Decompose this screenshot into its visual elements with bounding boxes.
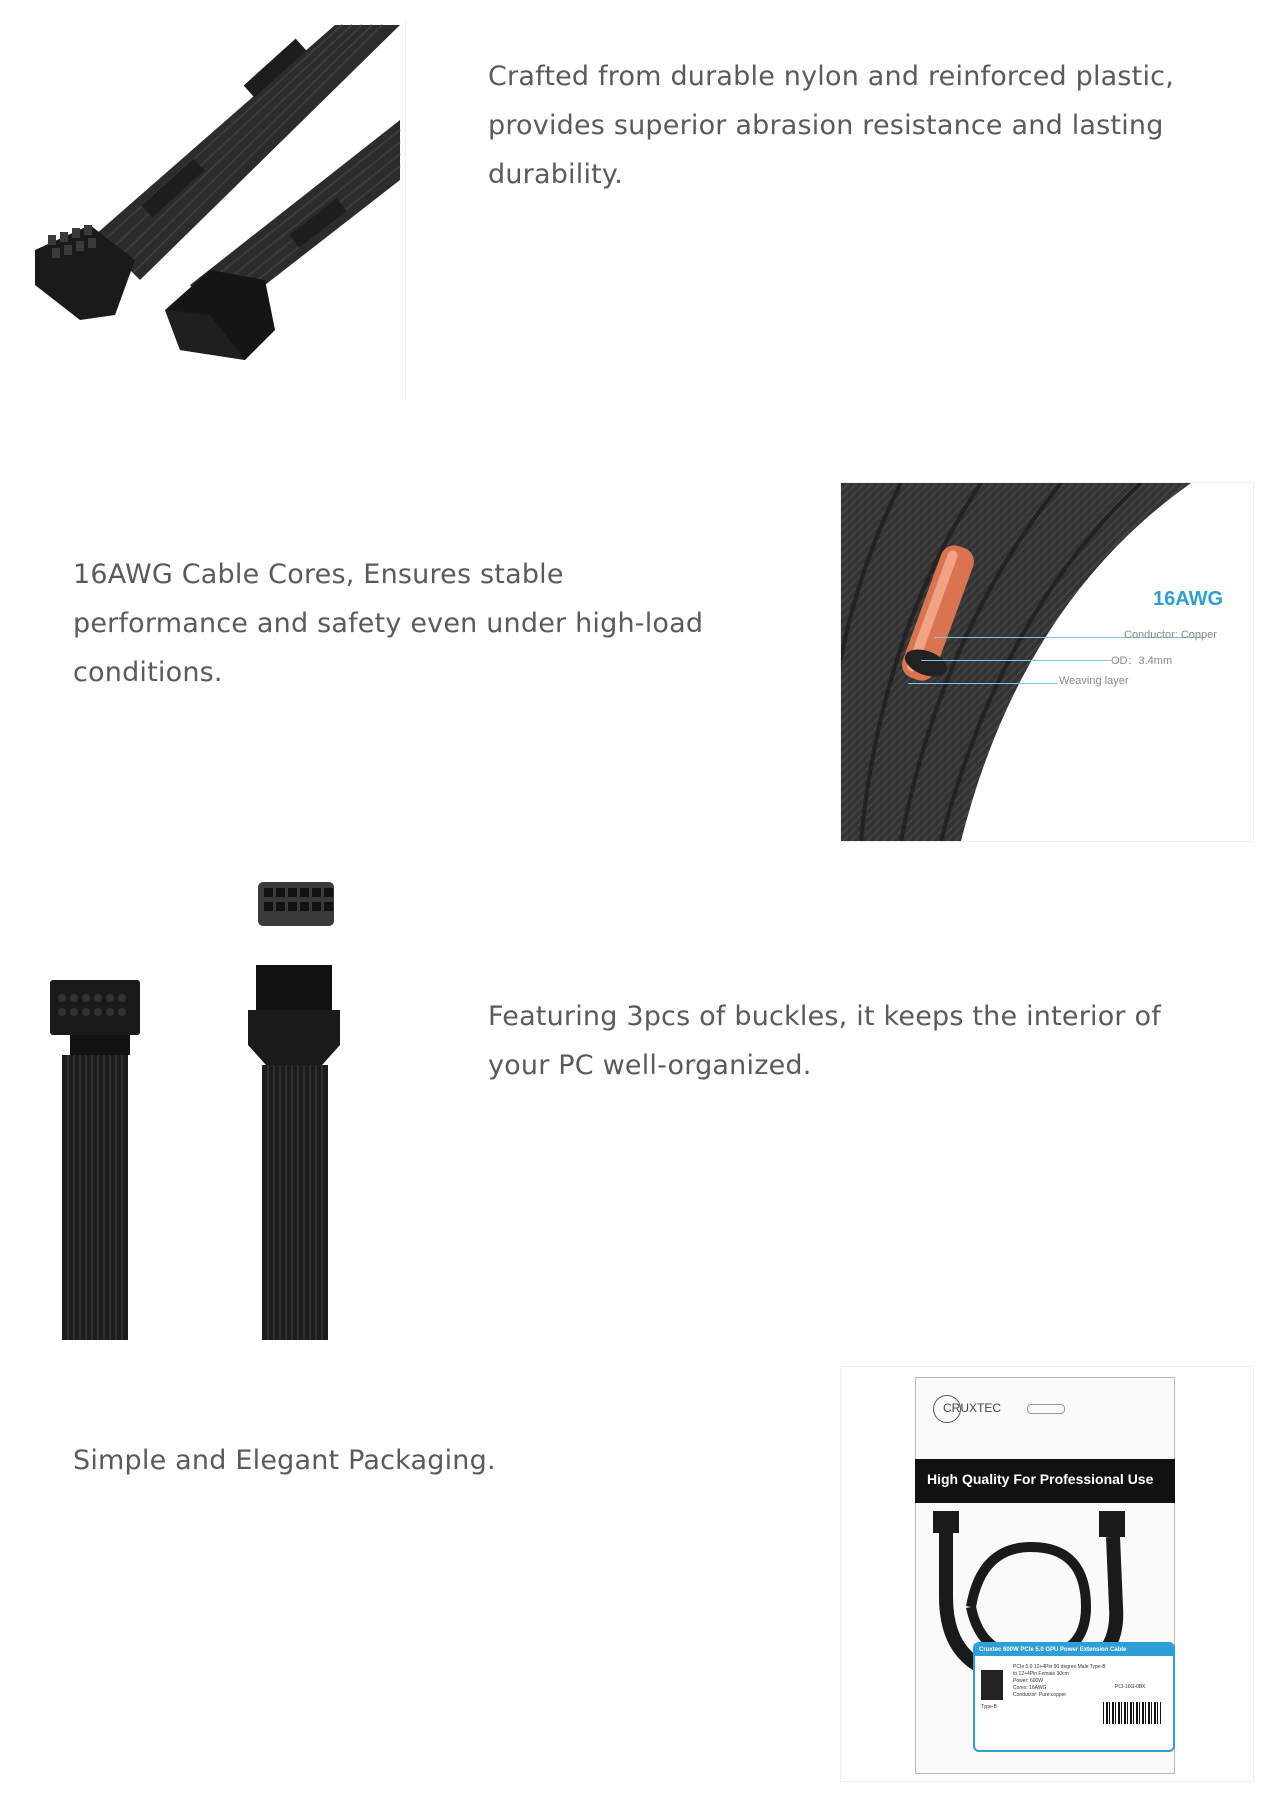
awg-heading: 16AWG [1153,588,1224,610]
callout-label-od: OD：3.4mm [1111,655,1173,667]
hang-hole-icon [1027,1404,1065,1414]
card-specs [1013,1664,1106,1699]
feature-description: 16AWG Cable Cores, Ensures stable performance and safety even under high-load conditions. [73,559,704,688]
banner-text: High Quality For Professional Use [927,1471,1154,1487]
card-title: Cruxtec 600W PCIe 5.0 GPU Power Extension Cable [975,1644,1173,1656]
feature-section-material [0,0,1267,400]
callout-weaving [908,683,1058,684]
callout-label-conductor: Conductor: Copper [1124,629,1217,641]
packaging-image [840,1366,1254,1782]
card-line: to 12+4Pin Female 30cm [1013,1671,1069,1677]
feature-section-buckles [0,860,1267,1340]
cable-connectors-image [40,870,360,1340]
card-label: Type-B [981,1704,997,1710]
product-card [973,1642,1175,1752]
callout-od [921,660,1111,661]
feature-section-cores [0,470,1267,850]
feature-description: Crafted from durable nylon and reinforced plastic, provides superior abrasion resistance and lasting durability. [488,61,1174,190]
card-line: PCIe 5.0 12+4Pin 90 degree Male Type-B [1013,1664,1106,1670]
feature-text-cores [73,550,723,697]
card-line: Power: 600W [1013,1678,1044,1684]
card-line: Cores: 16AWG [1013,1685,1047,1691]
card-line: Conductor: Pure copper [1013,1692,1067,1698]
feature-description: Featuring 3pcs of buckles, it keeps the interior of your PC well-organized. [488,1001,1161,1081]
feature-text-packaging [73,1436,673,1485]
barcode-icon [1103,1702,1161,1724]
cable-core-diagram [840,482,1254,842]
brand-name: CRUXTEC [943,1401,1002,1415]
cable-90-degree-image [20,20,406,400]
feature-text-buckles [488,992,1208,1090]
feature-text-material [488,52,1188,199]
card-thumb [981,1670,1003,1700]
callout-label-weaving: Weaving layer [1059,675,1129,687]
card-sku: PCI-16G-0BK [1115,1684,1146,1690]
feature-section-packaging [0,1360,1267,1780]
feature-description: Simple and Elegant Packaging. [73,1445,496,1476]
